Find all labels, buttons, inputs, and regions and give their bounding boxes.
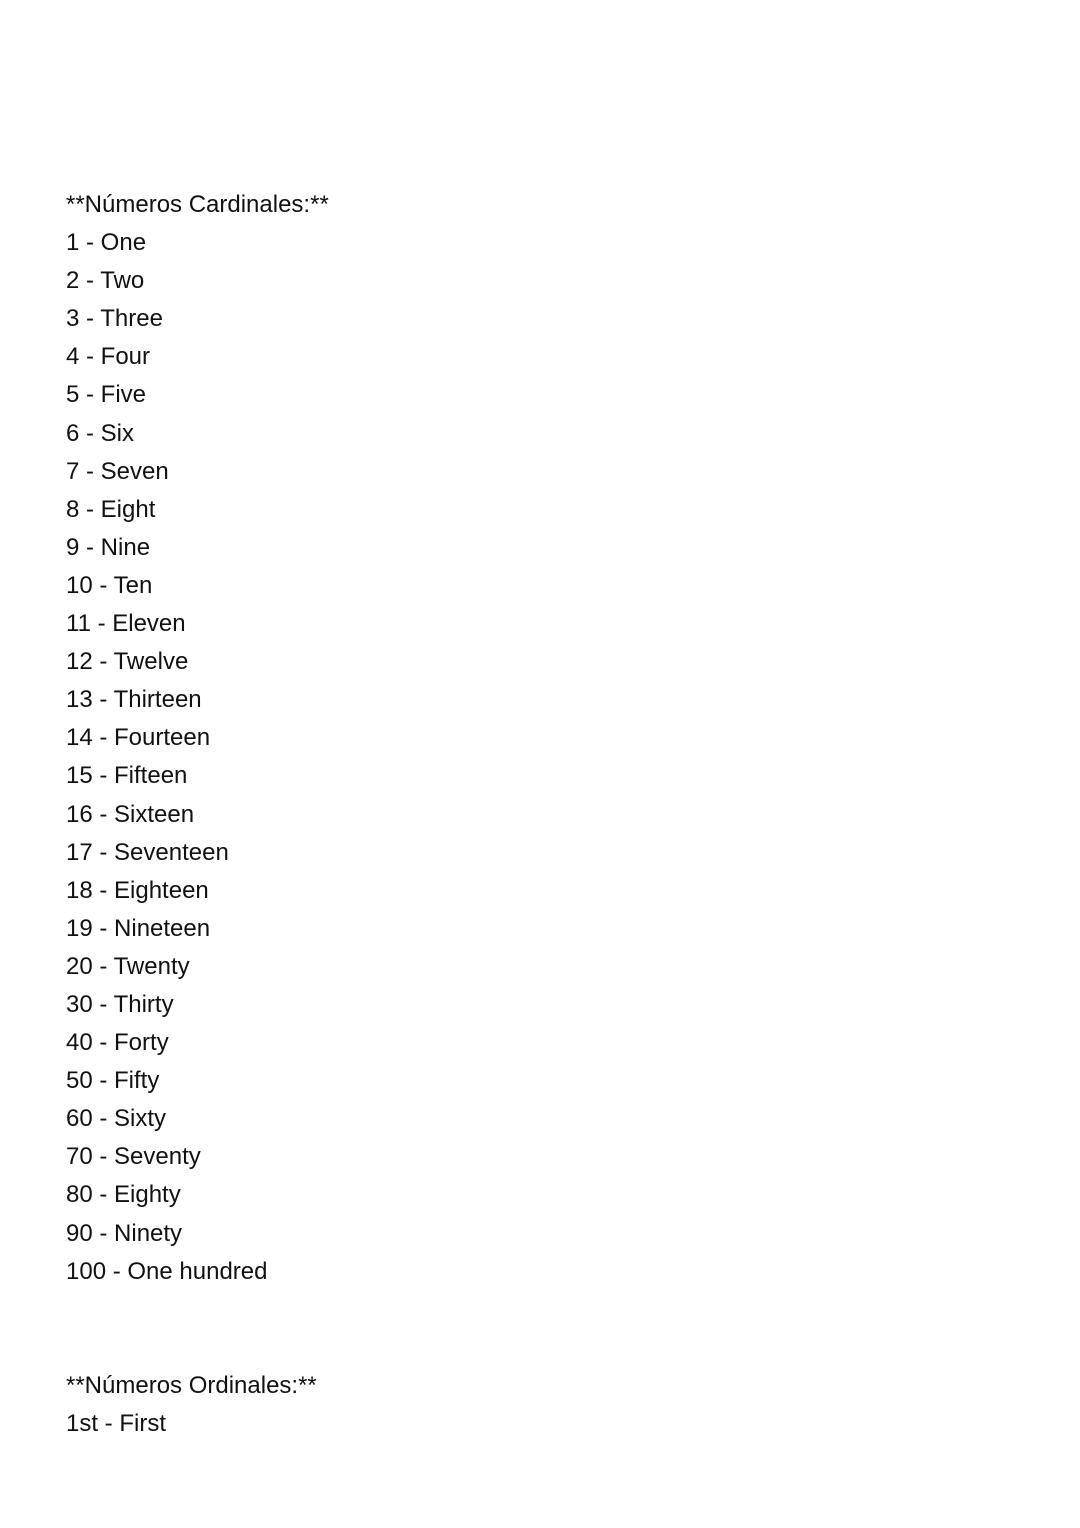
- cardinals-list: [66, 224, 1006, 1291]
- list-item: 17 - Seventeen: [66, 838, 229, 866]
- list-item: 90 - Ninety: [66, 1219, 183, 1247]
- list-item: 11 - Eleven: [66, 610, 186, 638]
- list-item: 20 - Twenty: [66, 952, 190, 980]
- list-item: 50 - Fifty: [66, 1067, 160, 1095]
- list-item: 100 - One hundred: [66, 1257, 268, 1285]
- list-item: 2 - Two: [66, 267, 145, 295]
- list-item: 10 - Ten: [66, 571, 153, 599]
- list-item: 15 - Fifteen: [66, 762, 188, 790]
- list-item: 80 - Eighty: [66, 1181, 181, 1209]
- list-item: 1st - First: [66, 1410, 166, 1437]
- list-item: 3 - Three: [66, 305, 163, 333]
- list-item: 16 - Sixteen: [66, 800, 195, 828]
- cardinals-heading: **Números Cardinales:**: [66, 191, 329, 218]
- cardinals-section: [66, 186, 1006, 1291]
- list-item: 6 - Six: [66, 419, 135, 447]
- list-item: 40 - Forty: [66, 1029, 169, 1057]
- ordinals-list: [66, 1405, 1006, 1443]
- ordinals-section: [66, 1367, 1006, 1443]
- list-item: 8 - Eight: [66, 495, 156, 523]
- ordinals-heading: **Números Ordinales:**: [66, 1371, 317, 1399]
- list-item: 60 - Sixty: [66, 1105, 167, 1133]
- list-item: 1 - One: [66, 229, 147, 257]
- list-item: 14 - Fourteen: [66, 724, 211, 752]
- list-item: 30 - Thirty: [66, 990, 174, 1018]
- list-item: 19 - Nineteen: [66, 914, 211, 942]
- list-item: 13 - Thirteen: [66, 686, 202, 714]
- list-item: 70 - Seventy: [66, 1143, 201, 1171]
- list-item: 12 - Twelve: [66, 648, 189, 676]
- list-item: 4 - Four: [66, 343, 151, 371]
- section-spacer: [66, 1291, 1006, 1367]
- list-item: 7 - Seven: [66, 457, 169, 485]
- list-item: 5 - Five: [66, 381, 147, 409]
- document-page: [66, 186, 1006, 1443]
- list-item: 18 - Eighteen: [66, 876, 209, 904]
- list-item: 9 - Nine: [66, 533, 151, 561]
